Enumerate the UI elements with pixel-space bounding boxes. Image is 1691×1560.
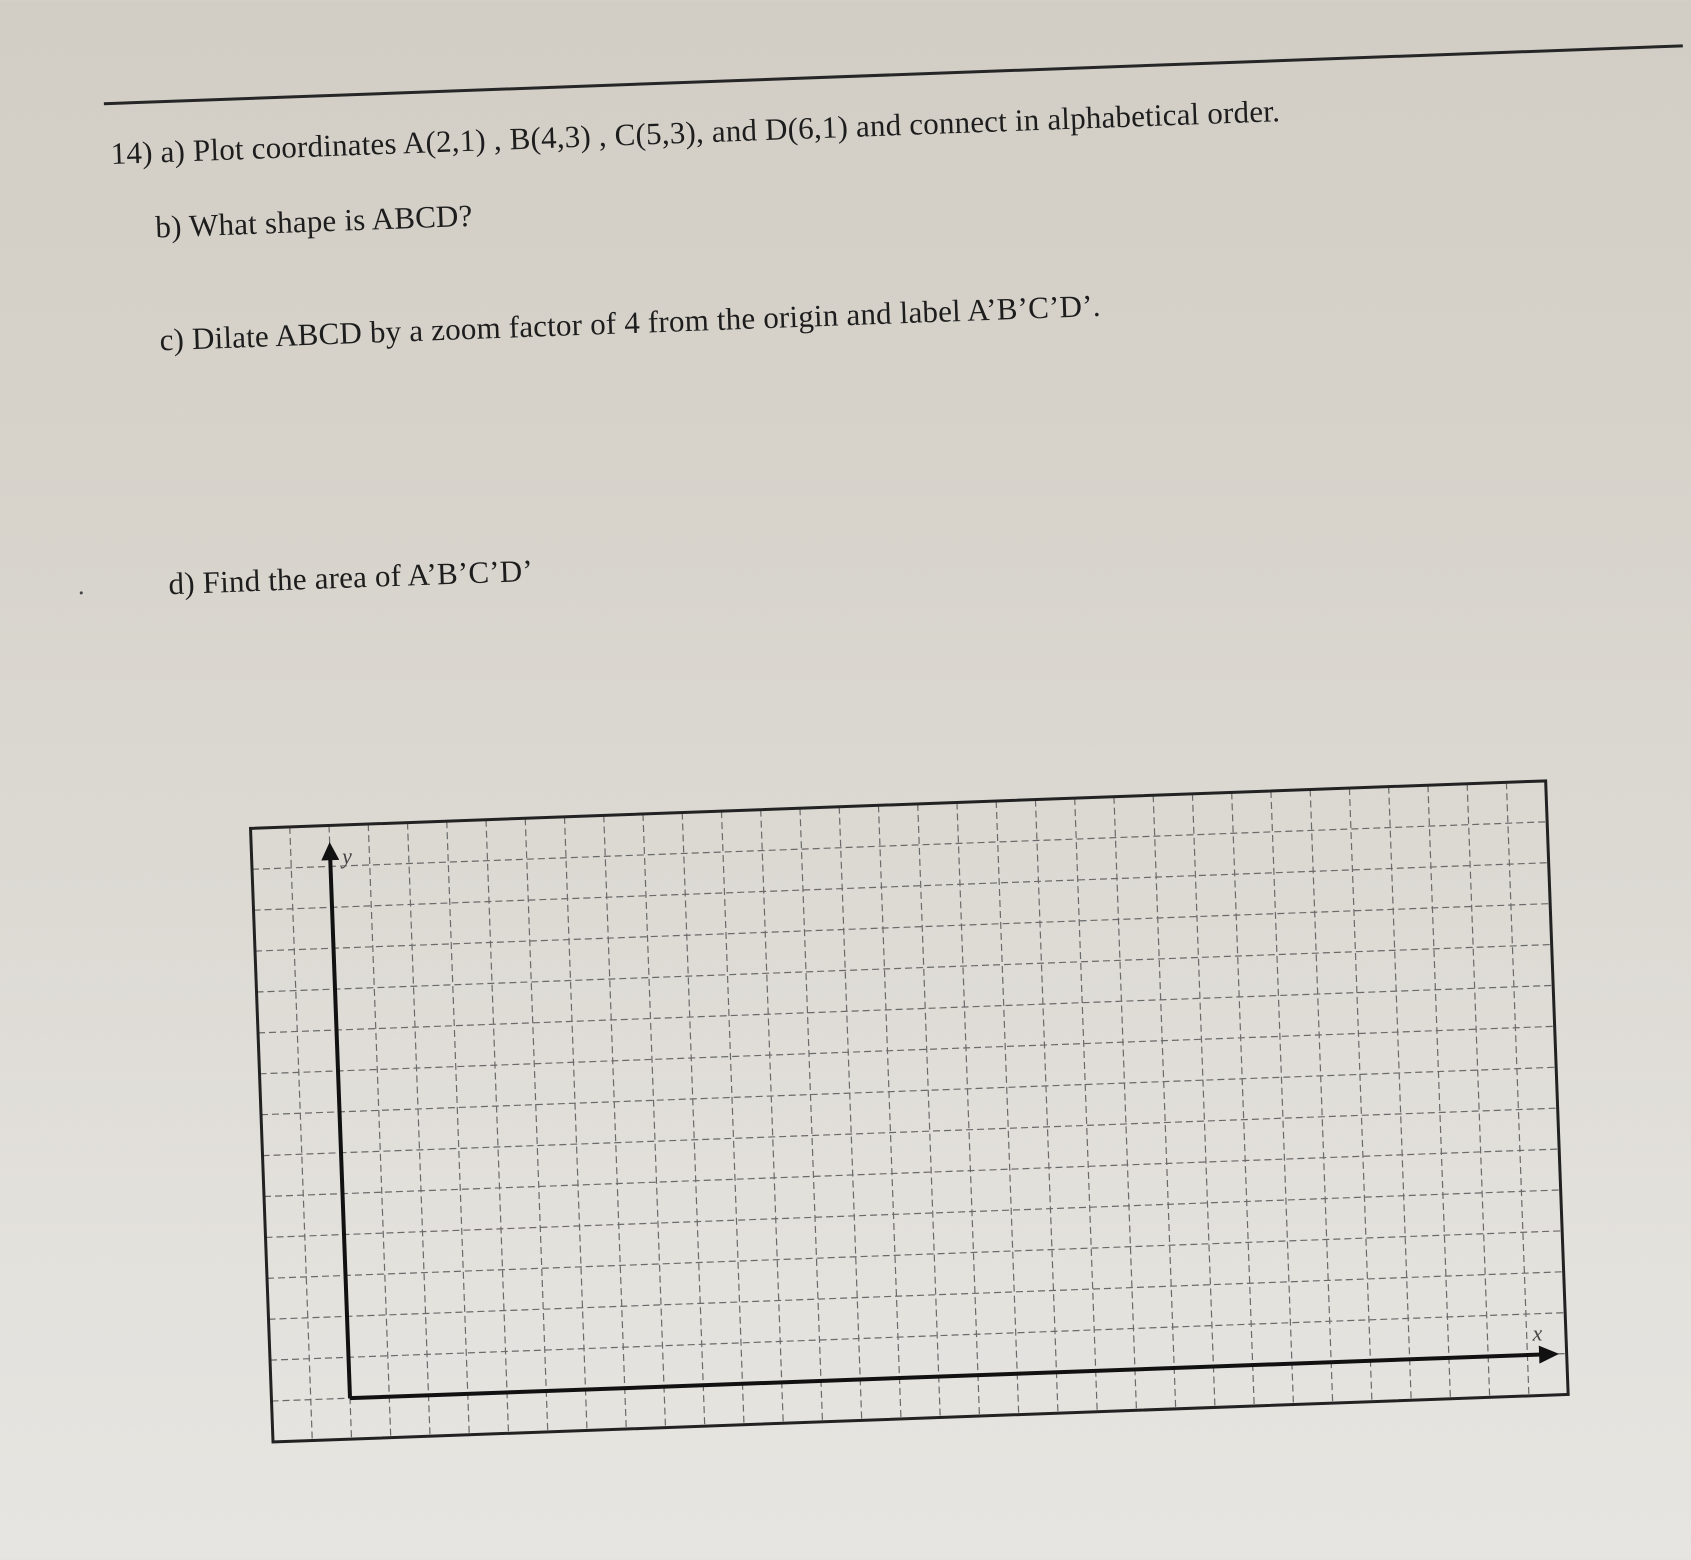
grid-line-vertical [643,814,665,1428]
section-divider [104,44,1683,105]
grid-line-vertical [1467,784,1489,1398]
grid-line-vertical [721,811,743,1425]
grid-line-vertical [996,801,1018,1415]
grid-line-vertical [800,808,822,1422]
stray-mark [80,591,83,594]
grid-line-vertical [1232,792,1254,1406]
grid-line-horizontal [269,1272,1564,1319]
x-axis [350,1354,1545,1398]
grid-line-vertical [604,815,626,1429]
grid-line-vertical [447,821,469,1435]
y-axis-label: y [341,843,353,869]
coordinate-grid[interactable] [248,779,1570,1444]
grid-line-horizontal [266,1190,1561,1237]
grid-line-horizontal [254,863,1549,910]
grid-line-vertical [682,813,704,1427]
grid-line-vertical [368,824,390,1438]
grid-line-vertical [1075,798,1097,1412]
grid-graphic[interactable] [248,779,1570,1444]
x-axis-label: x [1532,1320,1543,1346]
grid-line-vertical [1349,788,1371,1402]
grid-line-vertical [1153,795,1175,1409]
grid-line-vertical [1389,787,1411,1401]
grid-line-vertical [761,810,783,1424]
grid-line-horizontal [261,1067,1556,1114]
y-axis-arrow-icon [321,842,340,861]
grid-line-vertical [957,802,979,1416]
grid-line-horizontal [267,1231,1562,1278]
grid-border [251,781,1569,1442]
question-part-c: c) Dilate ABCD by a zoom factor of 4 from the origin and label A’B’C’D’. [158,287,1102,358]
grid-line-vertical [290,827,312,1441]
grid-line-vertical [918,804,940,1418]
question-part-d: d) Find the area of A’B’C’D’ [167,552,534,602]
grid-line-vertical [839,807,861,1421]
grid-line-horizontal [260,1026,1555,1073]
grid-line-horizontal [263,1108,1558,1155]
grid-line-horizontal [264,1149,1559,1196]
grid-line-horizontal [258,985,1553,1032]
grid-lines [251,781,1569,1442]
question-part-b: b) What shape is ABCD? [154,197,474,245]
grid-line-vertical [1114,797,1136,1411]
question-part-a: 14) a) Plot coordinates A(2,1) , B(4,3) , C(5,3), and D(6,1) and connect in alphabetical order. [110,93,1281,172]
x-axis-arrow-icon [1539,1345,1560,1364]
grid-line-vertical [1192,794,1214,1408]
grid-line-vertical [1271,791,1293,1405]
grid-line-vertical [408,823,430,1437]
grid-line-horizontal [270,1313,1565,1360]
grid-line-vertical [1506,782,1528,1396]
grid-line-vertical [1310,790,1332,1404]
grid-line-vertical [525,818,547,1432]
grid-line-vertical [564,817,586,1431]
grid-line-horizontal [255,904,1550,951]
grid-line-vertical [1035,800,1057,1414]
grid-line-vertical [1428,785,1450,1399]
grid-line-vertical [486,820,508,1434]
grid-line-horizontal [257,945,1552,992]
grid-line-horizontal [252,822,1547,869]
grid-line-vertical [878,805,900,1419]
